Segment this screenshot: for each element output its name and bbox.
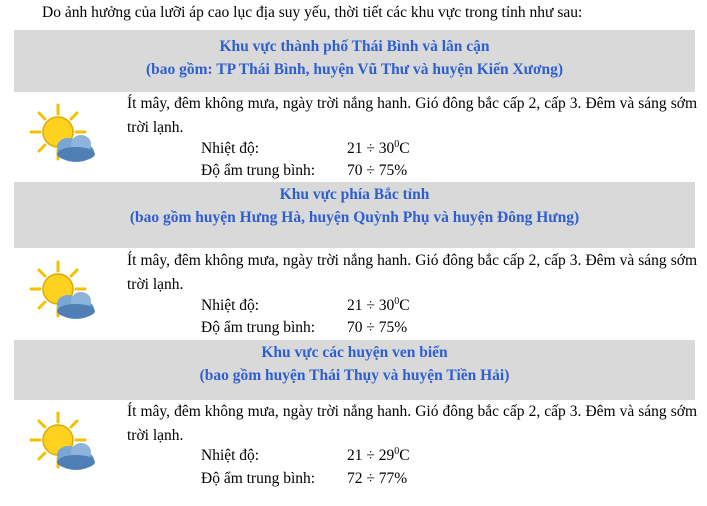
intro-text: Do ảnh hưởng của lưỡi áp cao lục địa suy yếu, thời tiết các khu vực trong tỉnh như sau: [42,4,583,21]
humidity-row [201,317,407,339]
region-header-north [14,182,695,248]
region-forecast-coastal [14,400,695,500]
temperature-row [201,138,410,160]
region-subtitle: (bao gồm huyện Thái Thụy và huyện Tiền Hải) [199,367,510,384]
region-header-coastal [14,340,695,400]
temperature-row [201,295,410,317]
region-subtitle: (bao gồm: TP Thái Bình, huyện Vũ Thư và huyện Kiến Xương) [145,61,564,78]
partly-sunny-icon [28,102,98,172]
temperature-label: Nhiệt độ: [201,447,260,464]
partly-sunny-icon [28,259,98,329]
humidity-label: Độ ẩm trung bình: [201,162,316,179]
region-header-thai-binh [14,30,695,92]
humidity-value: 70 ÷ 75% [347,319,408,336]
region-forecast-thai-binh [14,92,695,182]
region-title: Khu vực các huyện ven biển [261,344,448,361]
temperature-value: $21 \div 30^0C$ [347,295,410,314]
forecast-description: Ít mây, đêm không mưa, ngày trời nắng hanh. Gió đông bắc cấp 2, cấp 3. Đêm và sáng sớm trời lạnh. [127,95,697,136]
forecast-description: Ít mây, đêm không mưa, ngày trời nắng hanh. Gió đông bắc cấp 2, cấp 3. Đêm và sáng sớm trời lạnh. [127,403,697,444]
region-forecast-north [14,249,695,339]
temperature-label: Nhiệt độ: [201,297,260,314]
humidity-label: Độ ẩm trung bình: [201,319,316,336]
temperature-row [201,445,410,467]
humidity-value: 72 ÷ 77% [347,470,408,487]
humidity-label: Độ ẩm trung bình: [201,470,316,487]
humidity-row [201,468,407,490]
humidity-row [201,160,407,182]
forecast-description: Ít mây, đêm không mưa, ngày trời nắng hanh. Gió đông bắc cấp 2, cấp 3. Đêm và sáng sớm trời lạnh. [127,252,697,293]
temperature-value: $21 \div 30^0C$ [347,138,410,157]
partly-sunny-icon [28,410,98,480]
region-title: Khu vực phía Bắc tỉnh [279,186,430,203]
region-subtitle: (bao gồm huyện Hưng Hà, huyện Quỳnh Phụ và huyện Đông Hưng) [129,209,580,226]
temperature-value: $21 \div 29^0C$ [347,445,410,464]
humidity-value: 70 ÷ 75% [347,162,408,179]
temperature-label: Nhiệt độ: [201,140,260,157]
region-title: Khu vực thành phố Thái Bình và lân cận [219,38,490,55]
